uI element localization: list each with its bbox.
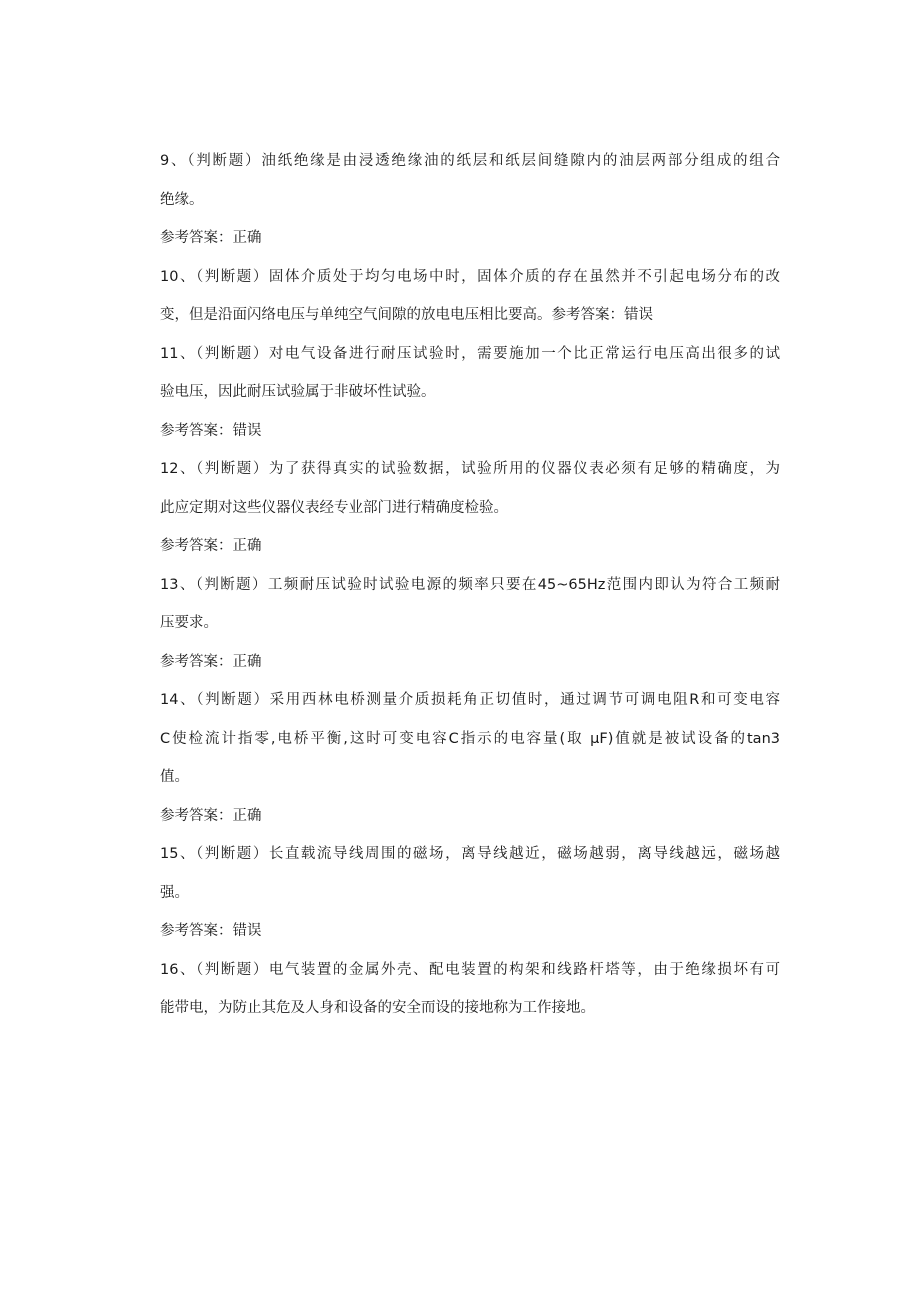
answer-line: 参考答案：错误 bbox=[160, 923, 262, 939]
question-list bbox=[160, 142, 780, 1028]
question-line: 15、（判断题）长直载流导线周围的磁场，离导线越近，磁场越弱，离导线越远，磁场越 bbox=[160, 846, 780, 862]
answer-line: 参考答案：错误 bbox=[160, 422, 262, 439]
answer-line: 参考答案：正确 bbox=[160, 653, 262, 670]
question-line: C使检流计指零,电桥平衡,这时可变电容C指示的电容量(取 μF)值就是被试设备的tan3 bbox=[160, 730, 780, 747]
answer-line: 参考答案：正确 bbox=[160, 230, 262, 246]
question-line: 9、（判断题）油纸绝缘是由浸透绝缘油的纸层和纸层间缝隙内的油层两部分组成的组合 bbox=[160, 153, 780, 169]
question-line: 10、（判断题）固体介质处于均匀电场中时，固体介质的存在虽然并不引起电场分布的改 bbox=[160, 268, 780, 285]
question-line: 验电压，因此耐压试验属于非破坏性试验。 bbox=[160, 384, 436, 400]
question-line: 绝缘。 bbox=[160, 191, 204, 208]
answer-line: 参考答案：正确 bbox=[160, 807, 262, 824]
question-line: 压要求。 bbox=[160, 615, 218, 631]
question-line: 16、（判断题）电气装置的金属外壳、配电装置的构架和线路杆塔等，由于绝缘损坏有可 bbox=[160, 961, 780, 978]
question-line: 14、（判断题）采用西林电桥测量介质损耗角正切值时，通过调节可调电阻R和可变电容 bbox=[160, 692, 780, 708]
question-line: 值。 bbox=[160, 769, 189, 785]
question-line: 11、（判断题）对电气设备进行耐压试验时，需要施加一个比正常运行电压高出很多的试 bbox=[160, 345, 780, 362]
question-line: 13、（判断题）工频耐压试验时试验电源的频率只要在45~65Hz范围内即认为符合工频耐 bbox=[160, 576, 780, 593]
question-line: 12、（判断题）为了获得真实的试验数据，试验所用的仪器仪表必须有足够的精确度，为 bbox=[160, 461, 780, 477]
question-line: 变，但是沿面闪络电压与单纯空气间隙的放电电压相比要高。参考答案：错误 bbox=[160, 307, 653, 323]
question-line: 此应定期对这些仪器仪表经专业部门进行精确度检验。 bbox=[160, 499, 508, 516]
question-line: 能带电，为防止其危及人身和设备的安全而设的接地称为工作接地。 bbox=[160, 1000, 595, 1016]
answer-line: 参考答案：正确 bbox=[160, 538, 262, 554]
question-line: 强。 bbox=[160, 884, 189, 901]
